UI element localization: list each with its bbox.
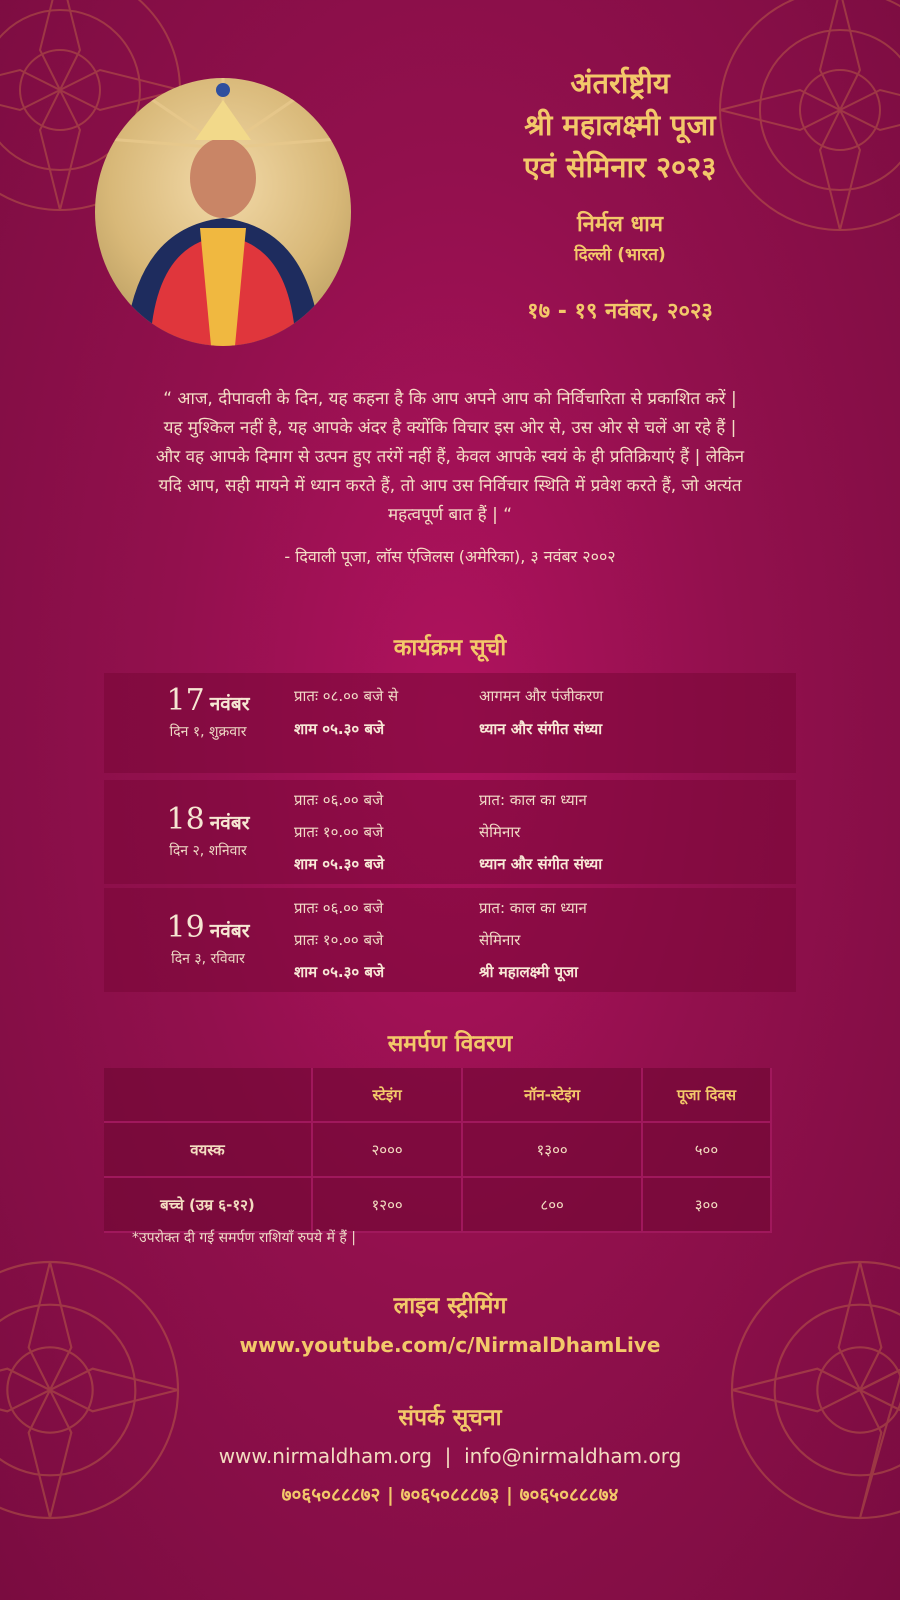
schedule-event: ध्यान और संगीत संध्या: [479, 720, 603, 738]
donation-row: [104, 1177, 771, 1232]
quote-line: यह मुश्किल नहीं है, यह आपके अंदर है क्योंकि विचार इस ओर से, उस ओर से चलें आ रहे हैं |: [163, 418, 737, 438]
donation-cell: २०००: [312, 1122, 462, 1177]
day-number: 18: [166, 802, 205, 837]
venue-name: निर्मल धाम: [576, 212, 664, 237]
day-name: दिन ३, रविवार: [171, 951, 245, 967]
quote-block: [40, 385, 860, 585]
schedule-event: आगमन और पंजीकरण: [479, 687, 604, 705]
schedule-time: प्रातः ०६.०० बजे: [294, 791, 384, 809]
event-header: [400, 62, 840, 325]
donation-cell: १२००: [312, 1177, 462, 1232]
schedule-event: सेमिनार: [479, 931, 521, 949]
donation-cell: ८००: [462, 1177, 642, 1232]
donation-row-label: वयस्क: [104, 1122, 312, 1177]
schedule-title: कार्यक्रम सूची: [393, 635, 507, 661]
day-number: 17: [166, 683, 205, 718]
contact-title: संपर्क सूचना: [398, 1405, 502, 1431]
donation-cell: ५००: [642, 1122, 771, 1177]
quote-line: महत्वपूर्ण बात हैं | “: [387, 505, 513, 525]
donation-table: [104, 1068, 772, 1233]
schedule-time: प्रातः ०८.०० बजे से: [294, 687, 399, 705]
schedule-event: प्रात: काल का ध्यान: [479, 791, 587, 809]
quote-line: “ आज, दीपावली के दिन, यह कहना है कि आप अपने आप को निर्विचारिता से प्रकाशित करें |: [163, 389, 737, 409]
donation-title: समर्पण विवरण: [387, 1031, 513, 1057]
day-label: [128, 683, 288, 741]
donation-header-cell: स्टेइंग: [312, 1068, 462, 1122]
schedule-event: सेमिनार: [479, 823, 521, 841]
schedule-time: शाम ०५.३० बजे: [294, 963, 385, 981]
donation-row: [104, 1122, 771, 1177]
schedule-day-2: [104, 780, 796, 884]
day-month: नवंबर: [209, 812, 250, 834]
schedule-time: प्रातः १०.०० बजे: [294, 931, 384, 949]
event-dates: १७ - १९ नवंबर, २०२३: [527, 299, 713, 324]
day-month: नवंबर: [209, 693, 250, 715]
event-title-line2: श्री महालक्ष्मी पूजा: [524, 108, 716, 142]
live-title: लाइव स्ट्रीमिंग: [393, 1293, 507, 1319]
schedule-time: प्रातः ०६.०० बजे: [294, 899, 384, 917]
schedule-day-3: [104, 888, 796, 992]
schedule-event: ध्यान और संगीत संध्या: [479, 855, 603, 873]
day-name: दिन १, शुक्रवार: [169, 724, 247, 740]
event-title-line3: एवं सेमिनार २०२३: [523, 150, 717, 184]
schedule-time: शाम ०५.३० बजे: [294, 720, 385, 738]
day-name: दिन २, शनिवार: [169, 843, 247, 859]
quote-source: - दिवाली पूजा, लॉस एंजिलस (अमेरिका), ३ नवंबर २००२: [284, 547, 616, 566]
schedule-time: प्रातः १०.०० बजे: [294, 823, 384, 841]
day-label: [128, 802, 288, 860]
donation-header-row: [104, 1068, 771, 1122]
donation-header-cell: [104, 1068, 312, 1122]
donation-cell: १३००: [462, 1122, 642, 1177]
day-label: [128, 910, 288, 968]
schedule-day-1: [104, 673, 796, 773]
youtube-link[interactable]: www.youtube.com/c/NirmalDhamLive: [239, 1333, 661, 1357]
day-month: नवंबर: [209, 920, 250, 942]
schedule-event: प्रात: काल का ध्यान: [479, 899, 587, 917]
schedule-event: श्री महालक्ष्मी पूजा: [479, 963, 579, 981]
donation-header-cell: नॉन-स्टेइंग: [462, 1068, 642, 1122]
portrait-photo: [95, 78, 351, 346]
donation-cell: ३००: [642, 1177, 771, 1232]
venue-city: दिल्ली (भारत): [574, 245, 666, 265]
schedule-time: शाम ०५.३० बजे: [294, 855, 385, 873]
contact-web-email[interactable]: www.nirmaldham.org | info@nirmaldham.org: [218, 1444, 682, 1468]
day-number: 19: [166, 910, 205, 945]
donation-header-cell: पूजा दिवस: [642, 1068, 771, 1122]
donation-note: *उपरोक्त दी गई समर्पण राशियाँ रुपये में हैं |: [132, 1230, 356, 1246]
quote-line: यदि आप, सही मायने में ध्यान करते हैं, तो आप उस निर्विचार स्थिति में प्रवेश करते हैं, जो अत्यंत: [158, 476, 742, 496]
quote-line: और वह आपके दिमाग से उत्पन हुए तरंगें नहीं हैं, केवल आपके स्वयं के ही प्रतिक्रियाएं हैं | लेकिन: [155, 447, 745, 467]
event-title-line1: अंतर्राष्ट्रीय: [570, 66, 670, 100]
donation-row-label: बच्चे (उम्र ६-१२): [104, 1177, 312, 1232]
contact-phones[interactable]: ७०६५०८८८७२ | ७०६५०८८८७३ | ७०६५०८८८७४: [281, 1484, 619, 1506]
